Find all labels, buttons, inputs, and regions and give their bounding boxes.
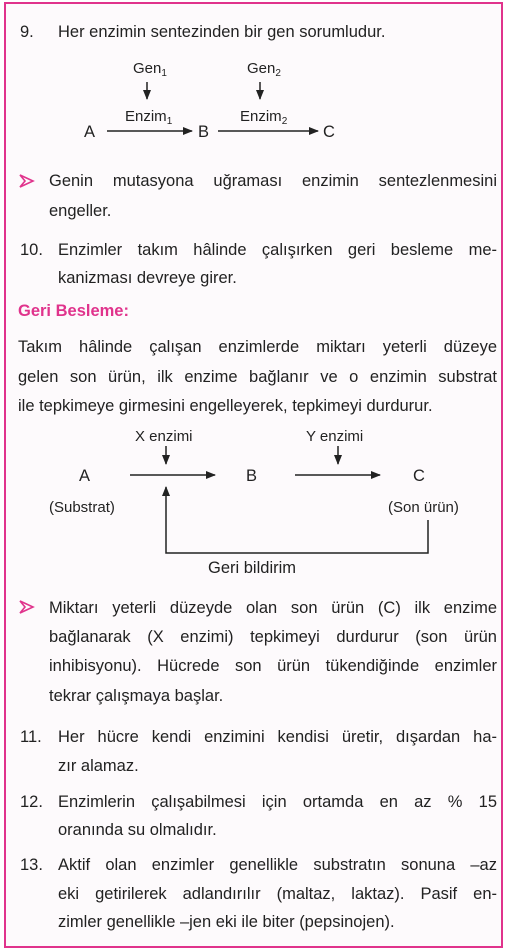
- item-text-line: kanizması devreye girer.: [58, 269, 237, 287]
- enzim1-label: Enzim$_1$: [125, 108, 173, 127]
- substrate-label: (Substrat): [49, 499, 115, 516]
- node-b: B: [246, 467, 258, 485]
- item-text-line: Enzimler takım hâlinde çalışırken geri besleme me-: [58, 241, 497, 259]
- item-text-line: zır alamaz.: [58, 757, 139, 775]
- item-text-line: eki getirilerek adlandırılır (maltaz, laktaz). Pasif en-: [58, 885, 497, 903]
- bullet-text-line: inhibisyonu). Hücrede son ürün tükendiğinde enzimler: [49, 657, 497, 675]
- item-number: 10.: [20, 241, 43, 259]
- section-heading: Geri Besleme:: [18, 302, 129, 320]
- node-c: C: [323, 123, 335, 141]
- bullet-text-line: Miktarı yeterli düzeyde olan son ürün (C) ilk enzime: [49, 599, 497, 617]
- item-text-line: Aktif olan enzimler genellikle substratın sonuna –az: [58, 856, 497, 874]
- bullet-text-line: bağlanarak (X enzimi) tepkimeyi durdurur (son ürün: [49, 628, 497, 646]
- item-text-line: zimler genellikle –jen eki ile biter (pepsinojen).: [58, 913, 395, 931]
- end-product-label: (Son ürün): [388, 499, 459, 516]
- item-number: 13.: [20, 856, 43, 874]
- node-a: A: [84, 123, 96, 141]
- gen2-label: Gen$_2$: [247, 60, 281, 79]
- node-b: B: [198, 123, 210, 141]
- paragraph-line: gelen son ürün, ilk enzime bağlanır ve o enzimin substrat: [18, 368, 497, 386]
- item-text-line: oranında su olmalıdır.: [58, 821, 217, 839]
- bullet-text-line: Genin mutasyona uğraması enzimin sentezlenmesini: [49, 172, 497, 190]
- bullet-text-line: engeller.: [49, 202, 112, 220]
- feedback-arrow: [166, 487, 428, 553]
- node-a: A: [79, 467, 91, 485]
- item-text-line: Enzimlerin çalışabilmesi için ortamda en az % 15: [58, 793, 497, 811]
- bullet-text-line: tekrar çalışmaya başlar.: [49, 687, 224, 705]
- item-text-line: Her hücre kendi enzimini kendisi üretir, dışardan ha-: [58, 728, 497, 746]
- paragraph-line: ile tepkimeye girmesini engelleyerek, tepkimeyi durdurur.: [18, 397, 433, 415]
- node-c: C: [413, 467, 425, 485]
- item-number: 11.: [20, 728, 42, 746]
- y-enzyme-label: Y enzimi: [306, 428, 364, 445]
- x-enzyme-label: X enzimi: [135, 428, 193, 445]
- paragraph-line: Takım hâlinde çalışan enzimlerde miktarı yeterli düzeye: [18, 338, 497, 356]
- enzim2-label: Enzim$_2$: [240, 108, 288, 127]
- item-text: Her enzimin sentezinden bir gen sorumludur.: [58, 23, 386, 41]
- item-number: 9.: [20, 23, 34, 41]
- feedback-label: Geri bildirim: [208, 559, 297, 577]
- item-number: 12.: [20, 793, 43, 811]
- gen1-label: Gen$_1$: [133, 60, 167, 79]
